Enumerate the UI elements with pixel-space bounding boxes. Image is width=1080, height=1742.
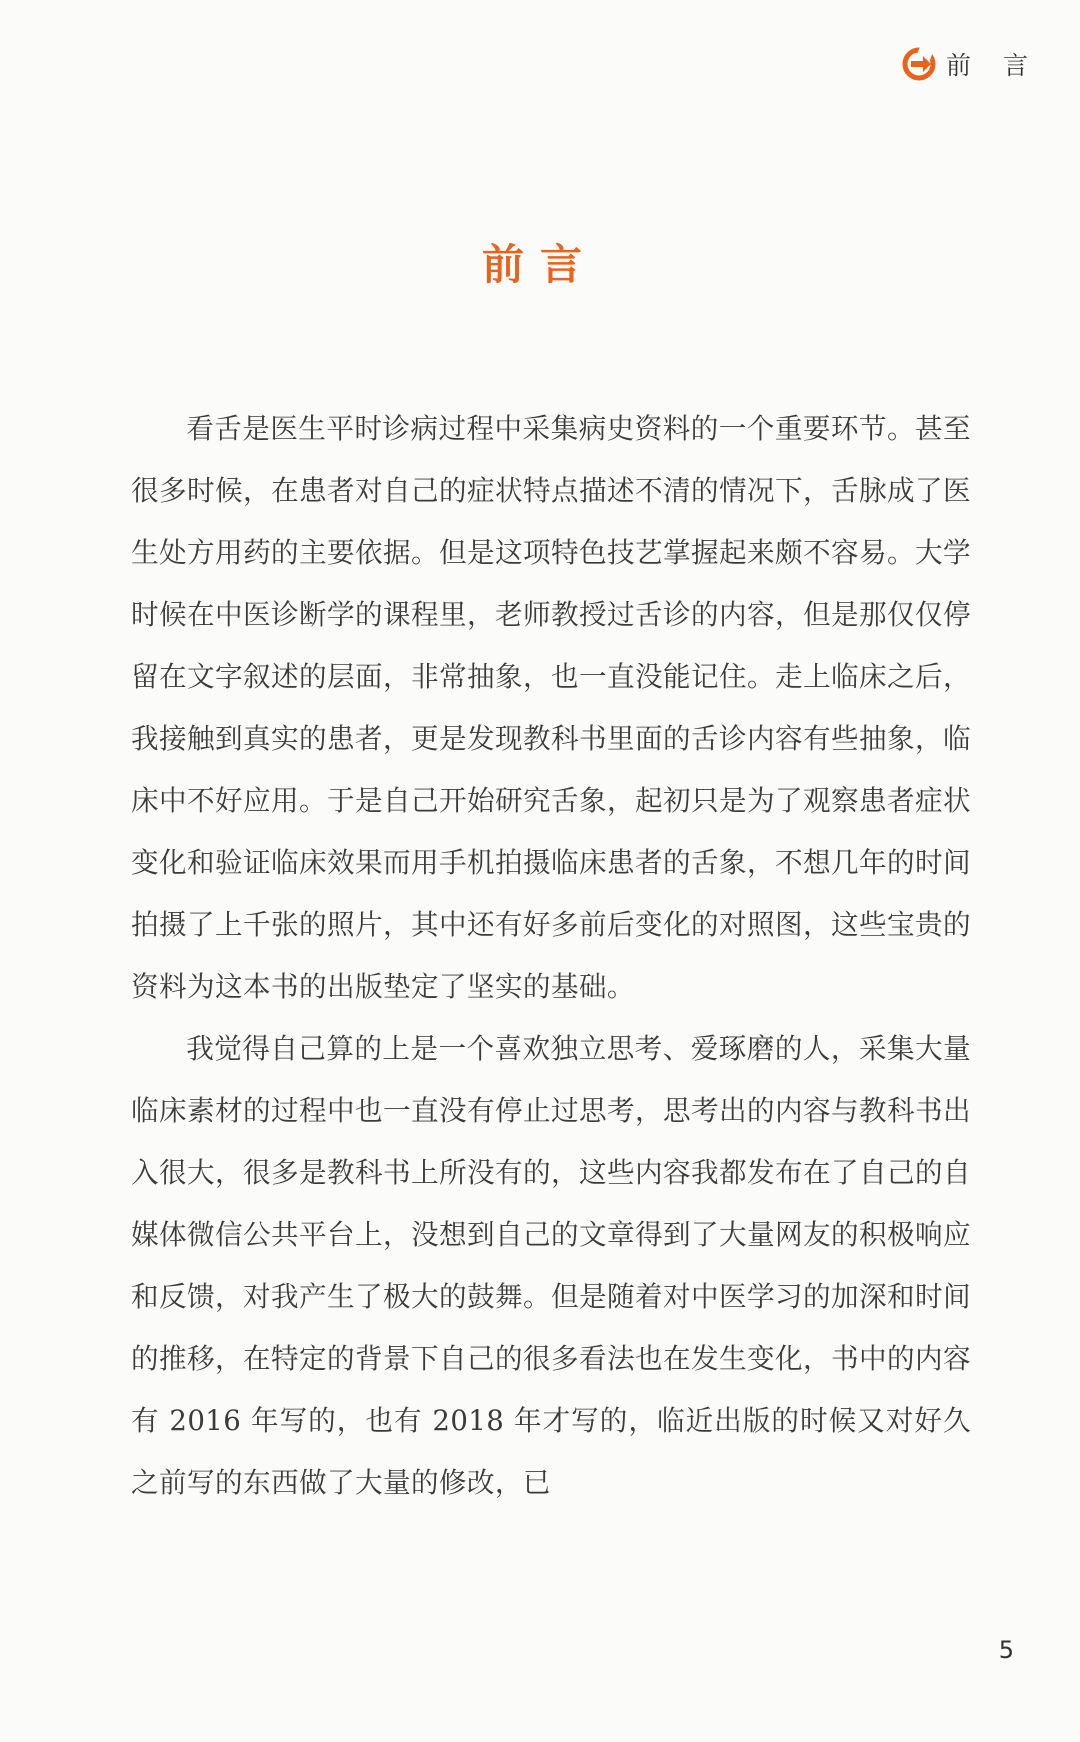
paragraph: 看舌是医生平时诊病过程中采集病史资料的一个重要环节。甚至很多时候，在患者对自己的症状特点描述不清的情况下，舌脉成了医生处方用药的主要依据。但是这项特色技艺掌握起来颇不容易。大学时候在中医诊断学的课程里，老师教授过舌诊的内容，但是那仅仅停留在文字叙述的层面，非常抽象，也一直没能记住。走上临床之后，我接触到真实的患者，更是发现教科书里面的舌诊内容有些抽象，临床中不好应用。于是自己开始研究舌象，起初只是为了观察患者症状变化和验证临床效果而用手机拍摄临床患者的舌象，不想几年的时间拍摄了上千张的照片，其中还有好多前后变化的对照图，这些宝贵的资料为这本书的出版垫定了坚实的基础。: [131, 412, 971, 1003]
paragraph: 我觉得自己算的上是一个喜欢独立思考、爱琢磨的人，采集大量临床素材的过程中也一直没有停止过思考，思考出的内容与教科书出入很大，很多是教科书上所没有的，这些内容我都发布在了自己的自媒体微信公共平台上，没想到自己的文章得到了大量网友的积极响应和反馈，对我产生了极大的鼓舞。但是随着对中医学习的加深和时间的推移，在特定的背景下自己的很多看法也在发生变化，书中的内容有 2016 年写的，也有 2018 年才写的，临近出版的时候又对好久之前写的东西做了大量的修改，已: [131, 1032, 971, 1499]
page-title: 前言: [481, 240, 598, 289]
running-header: [902, 46, 1040, 82]
page-number: 5: [998, 1636, 1014, 1664]
body-text: [131, 398, 971, 1514]
section-label: 前 言: [946, 51, 1040, 80]
arrow-circle-icon: [902, 47, 936, 81]
